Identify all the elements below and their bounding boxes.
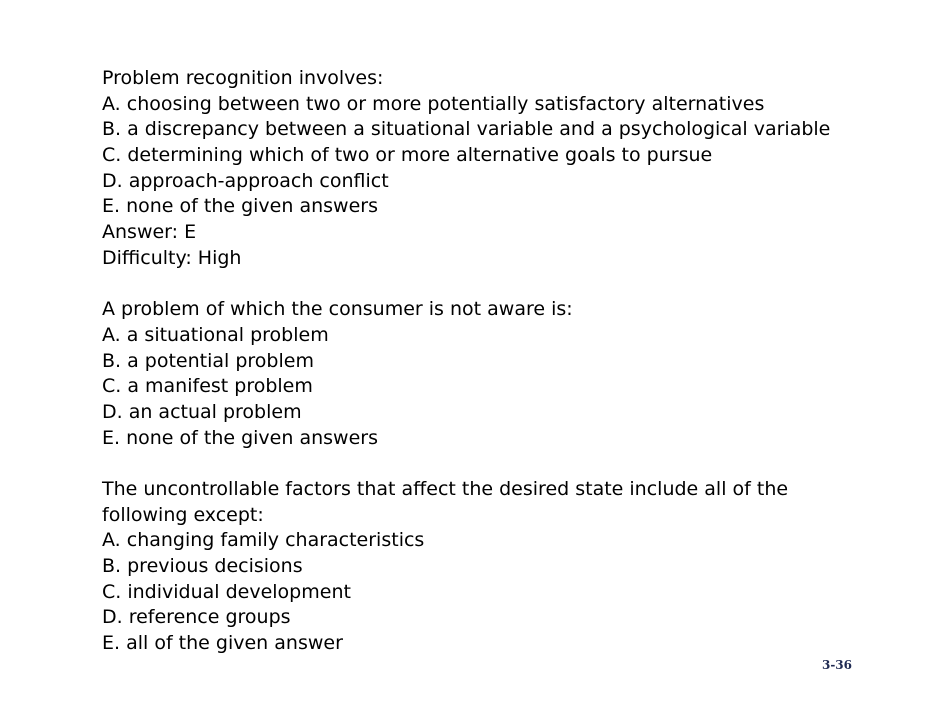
question-3-option-c: C. individual development (102, 580, 351, 603)
question-1-option-d: D. approach-approach conflict (102, 169, 389, 192)
question-2-option-c: C. a manifest problem (102, 375, 313, 398)
question-2-stem: A problem of which the consumer is not aware is: (102, 298, 573, 321)
question-2-option-a: A. a situational problem (102, 323, 329, 346)
question-3-option-b: B. previous decisions (102, 555, 303, 578)
question-1-option-b: B. a discrepancy between a situational variable and a psychological variable (102, 118, 831, 141)
question-1-answer: Answer: E (102, 221, 197, 244)
question-2-option-d: D. an actual problem (102, 400, 302, 423)
slide-text-body (102, 66, 882, 657)
question-3-stem-line-2: following except: (102, 503, 264, 526)
blank-line (102, 272, 882, 298)
question-1-difficulty: Difficulty: High (102, 246, 242, 269)
question-1-stem: Problem recognition involves: (102, 67, 384, 89)
question-3-option-a: A. changing family characteristics (102, 529, 425, 552)
question-1-option-c: C. determining which of two or more alternative goals to pursue (102, 144, 713, 167)
question-3-stem-line-1: The uncontrollable factors that affect the desired state include all of the (102, 478, 789, 500)
question-1-option-e: E. none of the given answers (102, 195, 378, 218)
question-2-option-b: B. a potential problem (102, 349, 314, 372)
question-2-option-e: E. none of the given answers (102, 426, 378, 449)
blank-line (102, 451, 882, 477)
question-3-option-e: E. all of the given answer (102, 632, 343, 655)
page-number: 3-36 (821, 658, 852, 672)
question-3-option-d: D. reference groups (102, 606, 291, 629)
question-1-option-a: A. choosing between two or more potentially satisfactory alternatives (102, 92, 765, 115)
